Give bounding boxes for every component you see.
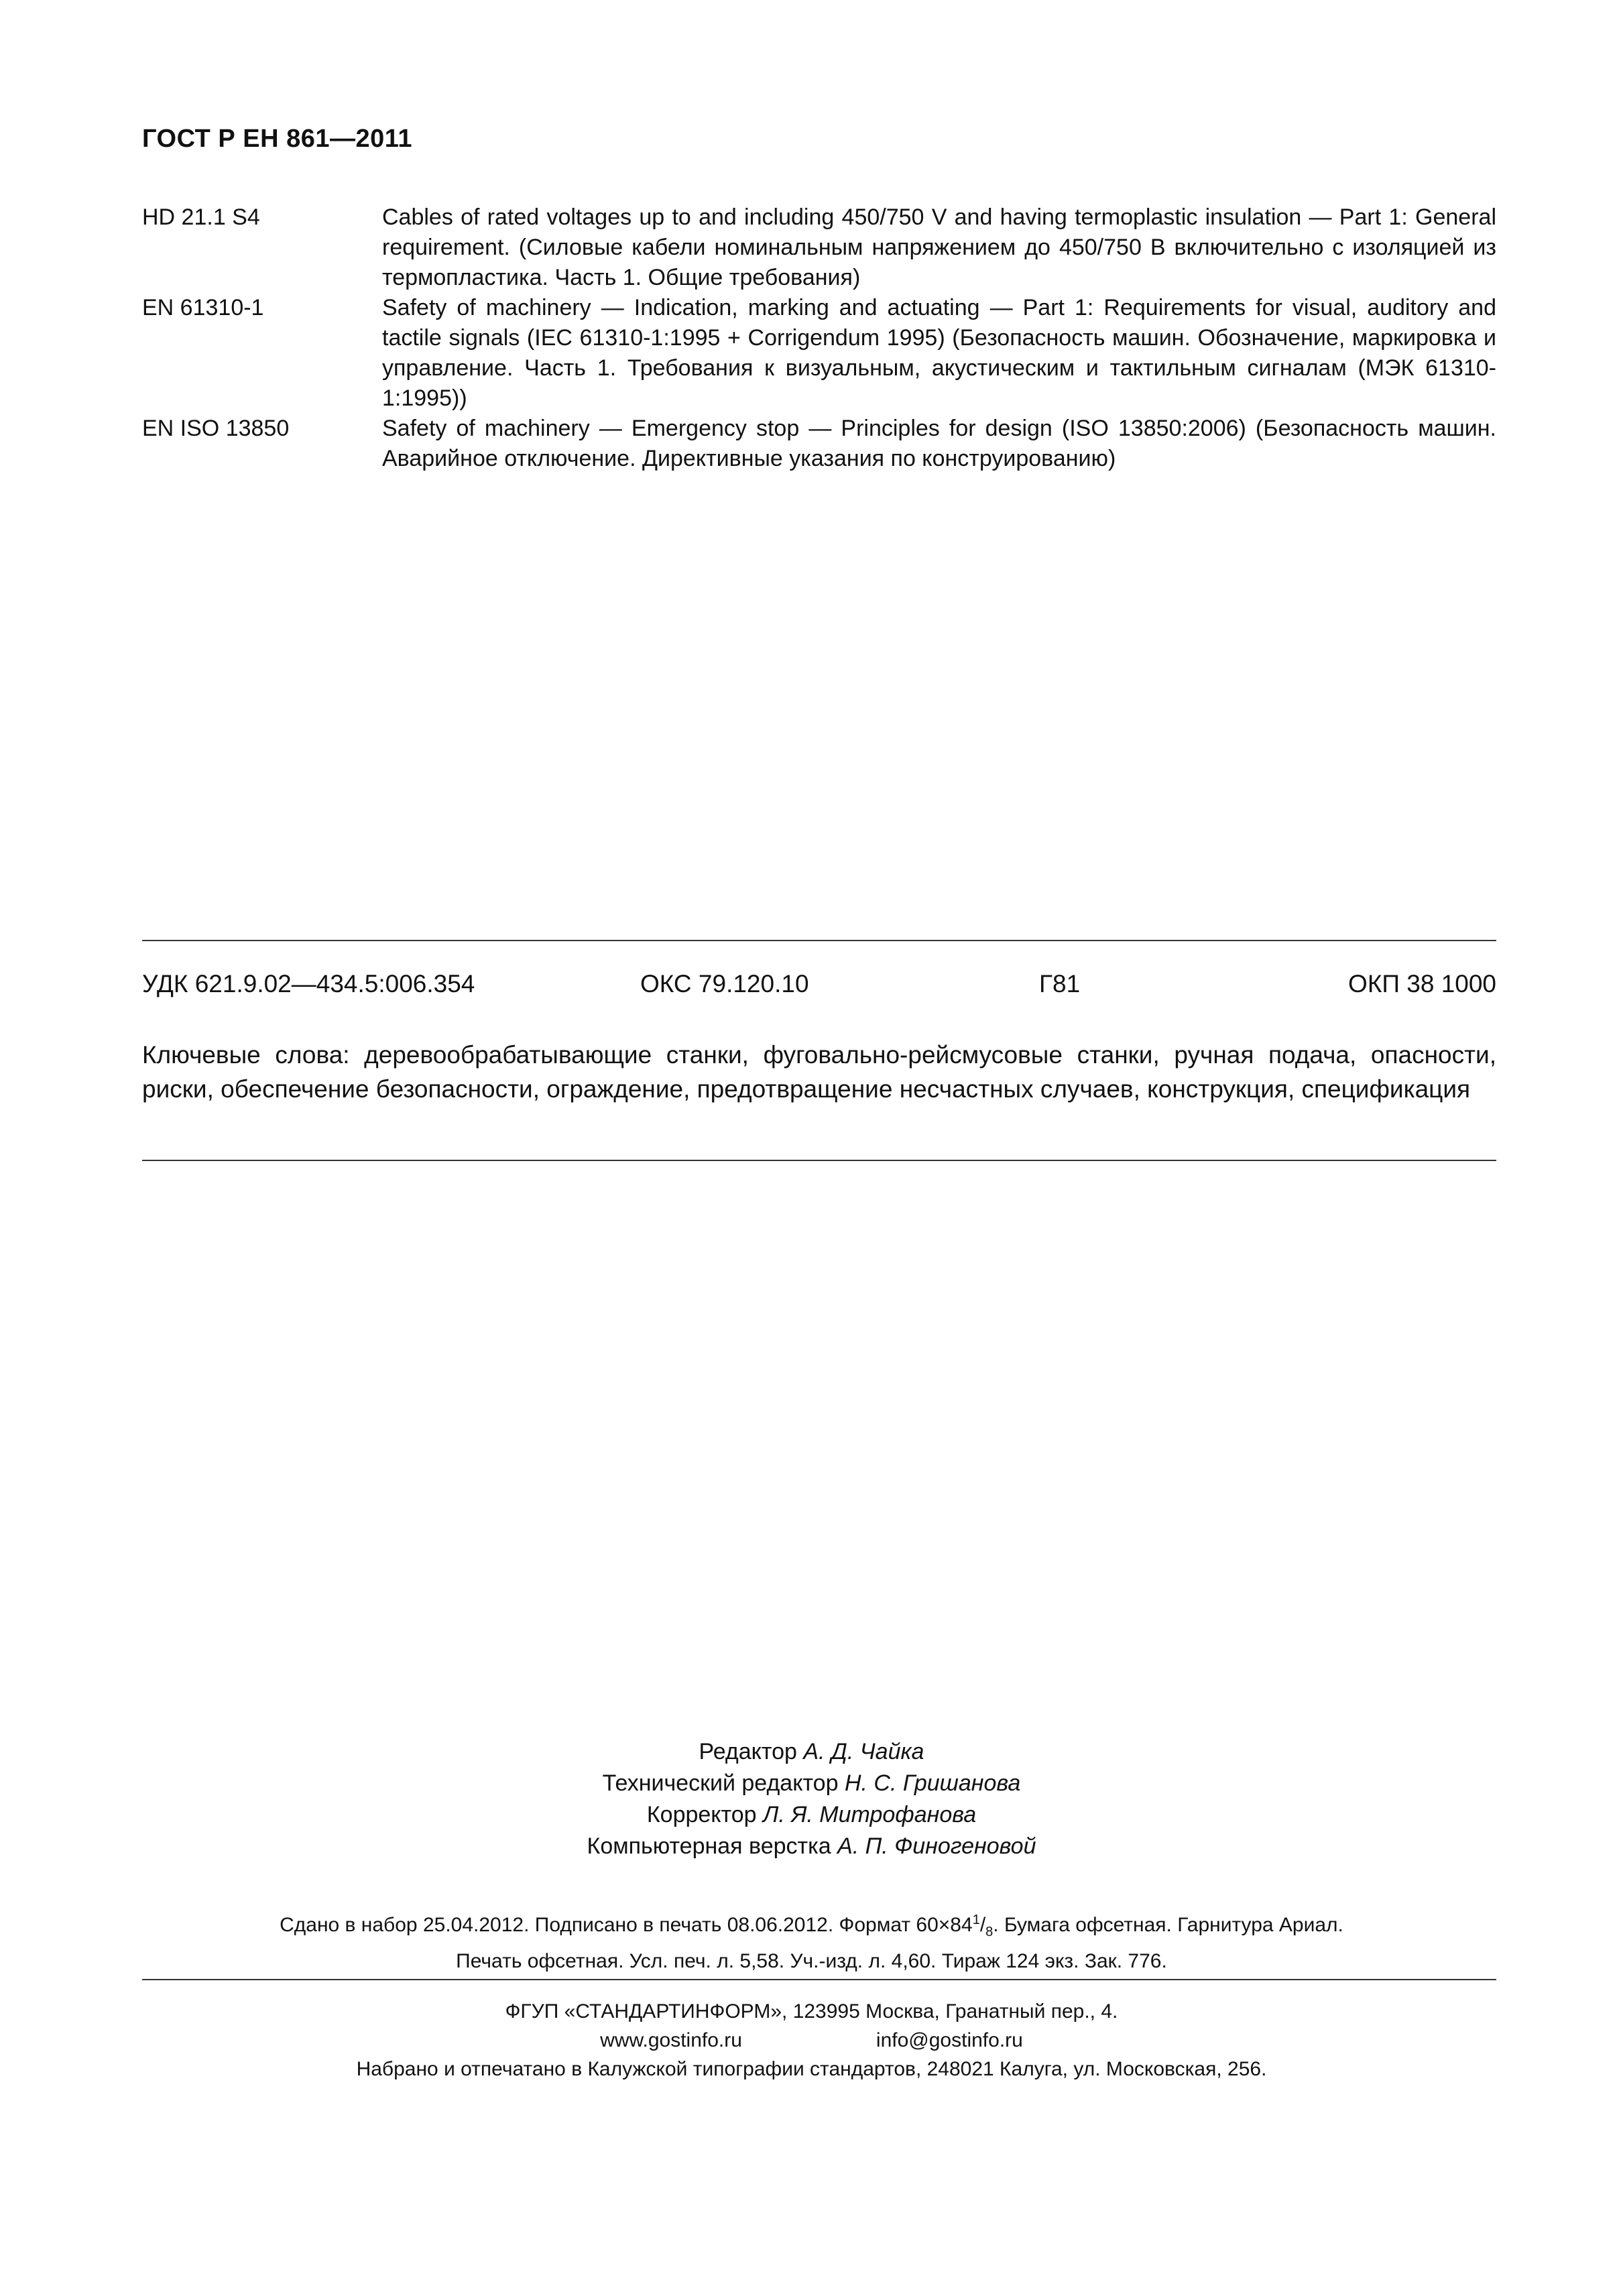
reference-text: Safety of machinery — Emergency stop — Principles for design (ISO 13850:2006) (Безопасность машин. Аварийное отключение. Директивные указания по конструированию) — [382, 416, 1496, 471]
publisher-info — [0, 1997, 1623, 2083]
print-info-line: Сдано в набор 25.04.2012. Подписано в печать 08.06.2012. Формат $60\times 84^1/_8$. Бумага офсетная. Гарнитура Ариал. — [280, 1913, 1343, 1939]
email-link[interactable]: info@gostinfo.ru — [876, 2029, 1023, 2051]
reference-text: Cables of rated voltages up to and including 450/750 V and having termoplastic insulation — Part 1: General requirement. (Силовые кабели номинальным напряжением до 450/750 В включительно с изоляцией из термопластика. Часть 1. Общие требования) — [382, 204, 1496, 290]
print-info-line: Печать офсетная. Усл. печ. л. 5,58. Уч.-изд. л. 4,60. Тираж 124 экз. Зак. 776. — [456, 1950, 1167, 1972]
reference-text: Safety of machinery — Indication, marking and actuating — Part 1: Requirements for visual, auditory and tactile signals (IEC 61310-1:1995 + Corrigendum 1995) (Безопасность машин. Обозначение, маркировка и управление. Часть 1. Требования к визуальным, акустическим и тактильным сигналам (МЭК 61310-1:1995)) — [382, 295, 1496, 411]
divider-top — [142, 940, 1496, 941]
credit-line: Компьютерная верстка А. П. Финогеновой — [587, 1833, 1036, 1859]
group-code: Г81 — [1039, 970, 1081, 998]
udk-code: УДК 621.9.02—434.5:006.354 — [142, 970, 475, 998]
references-list — [142, 202, 1496, 474]
page-title: ГОСТ Р ЕН 861—2011 — [142, 125, 412, 153]
reference-code: EN ISO 13850 — [142, 416, 290, 441]
oks-code: ОКС 79.120.10 — [640, 970, 809, 998]
divider-keywords — [142, 1160, 1496, 1161]
credit-name: Л. Я. Митрофанова — [763, 1802, 977, 1827]
credit-line: Редактор А. Д. Чайка — [699, 1739, 924, 1764]
credit-line: Корректор Л. Я. Митрофанова — [646, 1802, 977, 1827]
credit-name: Н. С. Гришанова — [844, 1770, 1021, 1796]
publisher-contacts — [0, 2026, 1623, 2055]
reference-code: EN 61310-1 — [142, 295, 264, 320]
divider-bottom — [142, 1979, 1496, 1980]
credits — [0, 1736, 1623, 1862]
keywords: Ключевые слова: деревообрабатывающие станки, фуговально-рейсмусовые станки, ручная подача, опасности, риски, обеспечение безопасности, ограждение, предотвращение несчастных случаев, конструкция, спецификация — [142, 1041, 1496, 1103]
okp-code: ОКП 38 1000 — [1348, 970, 1496, 998]
printing-house: Набрано и отпечатано в Калужской типографии стандартов, 248021 Калуга, ул. Московская, 256. — [356, 2058, 1267, 2080]
reference-item — [142, 293, 1496, 414]
reference-item — [142, 414, 1496, 474]
publisher-address: ФГУП «СТАНДАРТИНФОРМ», 123995 Москва, Гранатный пер., 4. — [505, 2000, 1118, 2022]
reference-item — [142, 202, 1496, 293]
credit-name: А. Д. Чайка — [803, 1739, 924, 1764]
reference-code: HD 21.1 S4 — [142, 204, 260, 230]
credit-name: А. П. Финогеновой — [837, 1833, 1036, 1859]
print-info — [0, 1906, 1623, 1976]
credit-line: Технический редактор Н. С. Гришанова — [602, 1770, 1021, 1796]
website-link[interactable]: www.gostinfo.ru — [600, 2029, 742, 2051]
